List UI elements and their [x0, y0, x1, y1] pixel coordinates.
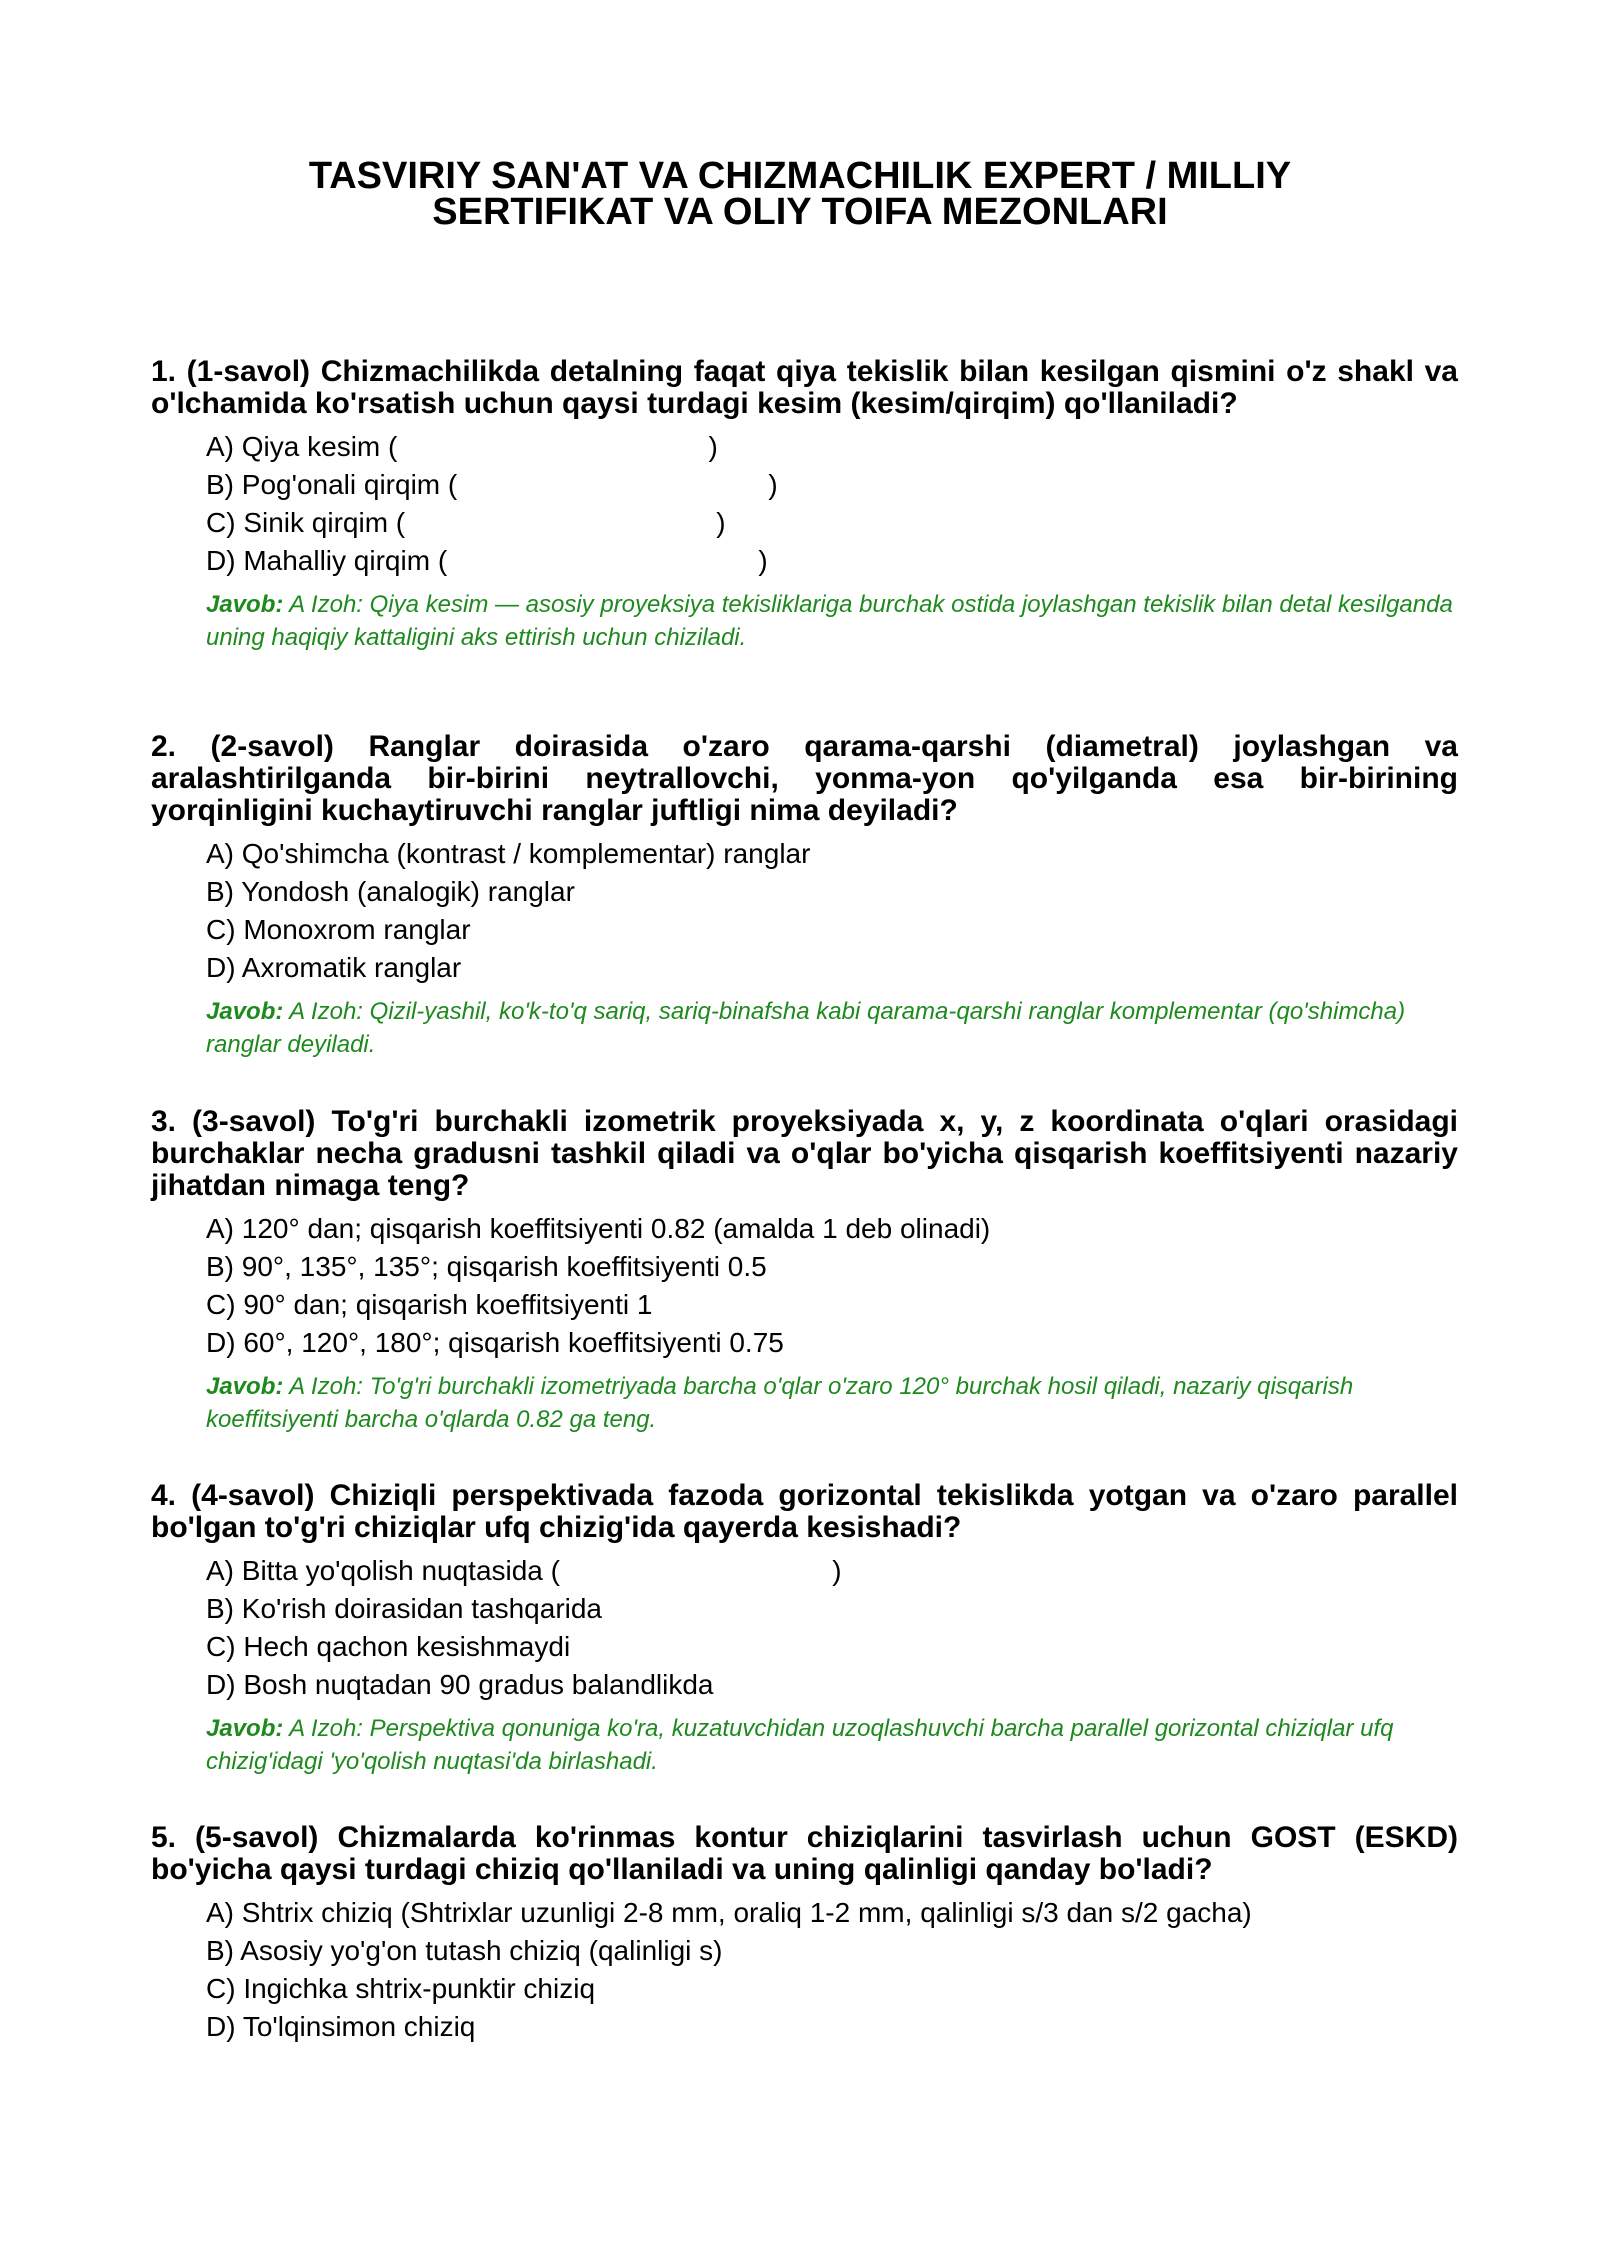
- option-list: [206, 835, 1458, 987]
- option-a: A) 120° dan; qisqarish koeffitsiyenti 0.82 (amalda 1 deb olinadi): [206, 1213, 991, 1244]
- option-d: D) 60°, 120°, 180°; qisqarish koeffitsiyenti 0.75: [206, 1327, 784, 1358]
- answer-text: A Izoh: Perspektiva qonuniga ko'ra, kuzatuvchidan uzoqlashuvchi barcha parallel gorizontal chiziqlar ufq chizig'idagi 'yo'qolish nuqtasi'da birlashadi.: [206, 1715, 1394, 1775]
- question-2: [151, 731, 1458, 1061]
- answer-explanation: [206, 588, 1458, 654]
- option-list: [206, 1210, 1458, 1362]
- question-text: 4. (4-savol) Chiziqli perspektivada fazoda gorizontal tekislikda yotgan va o'zaro parallel bo'lgan to'g'ri chiziqlar ufq chizig'ida qayerda kesishadi?: [151, 1479, 1458, 1544]
- option-b: B) Ko'rish doirasidan tashqarida: [206, 1593, 603, 1624]
- option-c: C) Monoxrom ranglar: [206, 914, 471, 945]
- answer-text: A Izoh: Qizil-yashil, ko'k-to'q sariq, sariq-binafsha kabi qarama-qarshi ranglar komplementar (qo'shimcha) ranglar deyiladi.: [206, 998, 1406, 1058]
- option-d: D) Bosh nuqtadan 90 gradus balandlikda: [206, 1669, 714, 1700]
- question-text: 3. (3-savol) To'g'ri burchakli izometrik proyeksiyada x, y, z koordinata o'qlari orasidagi burchaklar necha gradusni tashkil qiladi va o'qlar bo'yicha qisqarish koeffitsiyenti nazariy jihatdan nimaga teng?: [151, 1105, 1458, 1202]
- option-a: A) Qiya kesim ( ): [206, 431, 718, 462]
- question-3: [151, 1106, 1458, 1436]
- option-list: [206, 1894, 1458, 2046]
- option-a: A) Bitta yo'qolish nuqtasida ( ): [206, 1555, 842, 1586]
- option-c: C) Sinik qirqim ( ): [206, 507, 726, 538]
- option-list: [206, 428, 1458, 580]
- question-1: [151, 356, 1458, 654]
- option-d: D) Axromatik ranglar: [206, 952, 462, 983]
- option-b: B) Yondosh (analogik) ranglar: [206, 876, 575, 907]
- option-b: B) Asosiy yo'g'on tutash chiziq (qalinligi s): [206, 1935, 723, 1966]
- option-list: [206, 1552, 1458, 1704]
- answer-explanation: [206, 1370, 1458, 1436]
- answer-label: Javob:: [206, 1373, 284, 1400]
- option-d: D) To'lqinsimon chiziq: [206, 2011, 476, 2042]
- title-line-2: SERTIFIKAT VA OLIY TOIFA MEZONLARI: [432, 191, 1168, 233]
- option-a: A) Qo'shimcha (kontrast / komplementar) ranglar: [206, 838, 811, 869]
- question-4: [151, 1480, 1458, 1778]
- option-c: C) Hech qachon kesishmaydi: [206, 1631, 571, 1662]
- answer-text: A Izoh: Qiya kesim — asosiy proyeksiya tekisliklariga burchak ostida joylashgan tekislik bilan detal kesilganda uning haqiqiy kattaligini aks ettirish uchun chiziladi.: [206, 591, 1453, 651]
- title-line-1: TASVIRIY SAN'AT VA CHIZMACHILIK EXPERT / MILLIY: [308, 155, 1292, 197]
- answer-label: Javob:: [206, 998, 284, 1025]
- answer-explanation: [206, 1712, 1458, 1778]
- answer-label: Javob:: [206, 1715, 284, 1742]
- option-b: B) Pog'onali qirqim ( ): [206, 469, 778, 500]
- question-text: 5. (5-savol) Chizmalarda ko'rinmas kontur chiziqlarini tasvirlash uchun GOST (ESKD) bo'yicha qaysi turdagi chiziq qo'llaniladi va uning qalinligi qanday bo'ladi?: [151, 1821, 1458, 1886]
- option-d: D) Mahalliy qirqim ( ): [206, 545, 768, 576]
- option-a: A) Shtrix chiziq (Shtrixlar uzunligi 2-8 mm, oraliq 1-2 mm, qalinligi s/3 dan s/2 gacha): [206, 1897, 1252, 1928]
- option-c: C) 90° dan; qisqarish koeffitsiyenti 1: [206, 1289, 653, 1320]
- answer-text: A Izoh: To'g'ri burchakli izometriyada barcha o'qlar o'zaro 120° burchak hosil qiladi, nazariy qisqarish koeffitsiyenti barcha o'qlarda 0.82 ga teng.: [206, 1373, 1354, 1433]
- question-text: 2. (2-savol) Ranglar doirasida o'zaro qarama-qarshi (diametral) joylashgan va aralashtirilganda bir-birini neytrallovchi, yonma-yon qo'yilganda esa bir-birining yorqinligini kuchaytiruvchi ranglar juftligi nima deyiladi?: [151, 730, 1458, 827]
- answer-label: Javob:: [206, 591, 284, 618]
- question-5: [151, 1822, 1458, 2046]
- option-b: B) 90°, 135°, 135°; qisqarish koeffitsiyenti 0.5: [206, 1251, 767, 1282]
- option-c: C) Ingichka shtrix-punktir chiziq: [206, 1973, 596, 2004]
- document-title: [150, 155, 1450, 233]
- answer-explanation: [206, 995, 1458, 1061]
- question-text: 1. (1-savol) Chizmachilikda detalning faqat qiya tekislik bilan kesilgan qismini o'z shakl va o'lchamida ko'rsatish uchun qaysi turdagi kesim (kesim/qirqim) qo'llaniladi?: [151, 355, 1458, 420]
